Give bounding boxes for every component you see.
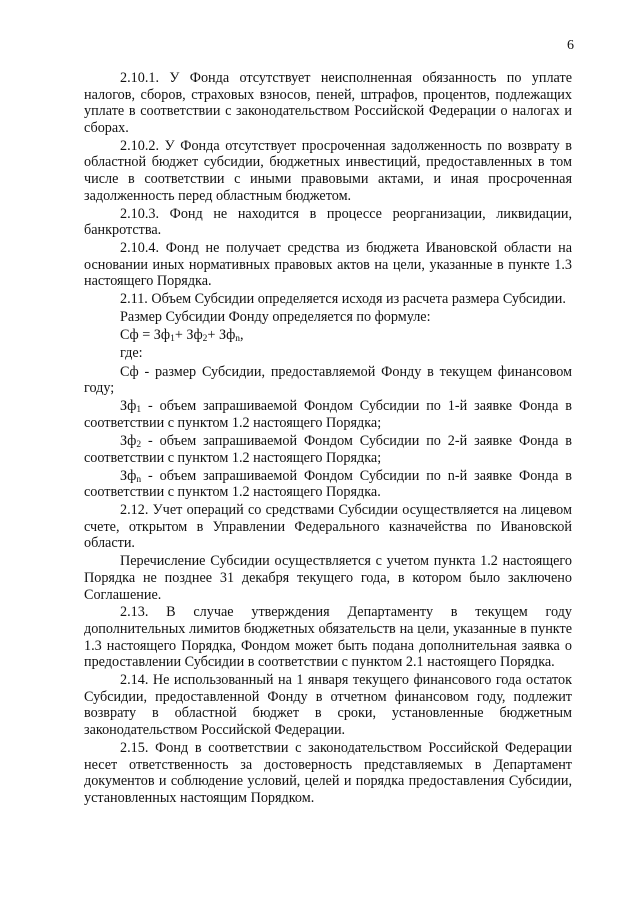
- definition-zfn: [84, 468, 572, 501]
- definition-zf1: [84, 398, 572, 431]
- definition-text: - размер Субсидии, предоставляемой Фонду в текущем финансовом году;: [84, 363, 572, 397]
- definition-text: - объем запрашиваемой Фондом Субсидии по n-й заявке Фонда в соответствии с пунктом 1.2 настоящего Порядка.: [84, 467, 572, 501]
- formula-lhs: Сф = Зф: [120, 327, 171, 344]
- paragraph-2-10-2: 2.10.2. У Фонда отсутствует просроченная задолженность по возврату в областной бюджет субсидии, бюджетных инвестиций, предоставленных в том числе в соответствии с иными правовыми актами, и иная просроченная задолженность перед областным бюджетом.: [84, 137, 572, 204]
- paragraph-2-10-3: 2.10.3. Фонд не находится в процессе реорганизации, ликвидации, банкротства.: [84, 205, 572, 239]
- paragraph-2-13: 2.13. В случае утверждения Департаменту в текущем году дополнительных лимитов бюджетных обязательств на цели, указанные в пункте 1.3 настоящего Порядка, Фондом может быть подана дополнительная заявка о предоставлении Субсидии в соответствии с пунктом 2.1 настоящего Порядка.: [84, 604, 572, 671]
- formula-intro: Размер Субсидии Фонду определяется по формуле:: [120, 309, 431, 326]
- definition-text: - объем запрашиваемой Фондом Субсидии по 1-й заявке Фонда в соответствии с пунктом 1.2 настоящего Порядка;: [84, 398, 572, 431]
- definition-sub: 2: [136, 439, 142, 450]
- definition-symbol: Зф: [120, 398, 137, 415]
- definition-zf2: [84, 433, 572, 466]
- paragraph-transfer: Перечисление Субсидии осуществляется с учетом пункта 1.2 настоящего Порядка не позднее 31 декабря текущего года, в котором было заключено Соглашение.: [84, 553, 572, 603]
- formula-end: ,: [240, 327, 244, 344]
- formula-sub-2: 2: [202, 334, 208, 345]
- definition-text: - объем запрашиваемой Фондом Субсидии по 2-й заявке Фонда в соответствии с пунктом 1.2 настоящего Порядка;: [84, 432, 572, 466]
- paragraph-2-14: 2.14. Не использованный на 1 января текущего финансового года остаток Субсидии, предоставленной Фонду в отчетном финансовом году, подлежит возврату в областной бюджет в сроки, установленные бюджетным законодательством Российской Федерации.: [84, 672, 572, 739]
- paragraph-2-15: 2.15. Фонд в соответствии с законодательством Российской Федерации несет ответственность за достоверность представляемых в Департамент документов и соблюдение условий, целей и порядка предоставления Субсидии, установленных настоящим Порядком.: [84, 740, 572, 806]
- formula-plus-2: + Зф: [207, 327, 236, 344]
- definition-symbol: Зф: [120, 432, 137, 449]
- paragraph-2-12: 2.12. Учет операций со средствами Субсидии осуществляется на лицевом счете, открытом в Управлении Федерального казначейства по Ивановской области.: [84, 502, 572, 552]
- definition-sf: [84, 364, 572, 397]
- formula-where: где:: [120, 345, 143, 362]
- paragraph-2-11: 2.11. Объем Субсидии определяется исходя из расчета размера Субсидии.: [120, 291, 566, 308]
- definition-symbol: Сф: [120, 363, 139, 380]
- formula-plus-1: + Зф: [174, 327, 203, 344]
- paragraph-2-10-1: 2.10.1. У Фонда отсутствует неисполненная обязанность по уплате налогов, сборов, страховых взносов, пеней, штрафов, процентов, подлежащих уплате в соответствии с законодательством Российской Федерации о налогах и сборах.: [84, 70, 572, 136]
- page-number: 6: [567, 38, 574, 53]
- definition-symbol: Зф: [120, 467, 137, 484]
- formula-sub-n: n: [235, 334, 241, 345]
- subsidy-formula: [84, 327, 572, 344]
- document-body: [84, 70, 572, 808]
- paragraph-2-10-4: 2.10.4. Фонд не получает средства из бюджета Ивановской области на основании иных нормативных правовых актов на цели, указанные в пункте 1.3 настоящего Порядка.: [84, 240, 572, 290]
- formula-sub-1: 1: [170, 334, 175, 345]
- definition-sub: n: [136, 474, 142, 485]
- definition-sub: 1: [136, 405, 142, 416]
